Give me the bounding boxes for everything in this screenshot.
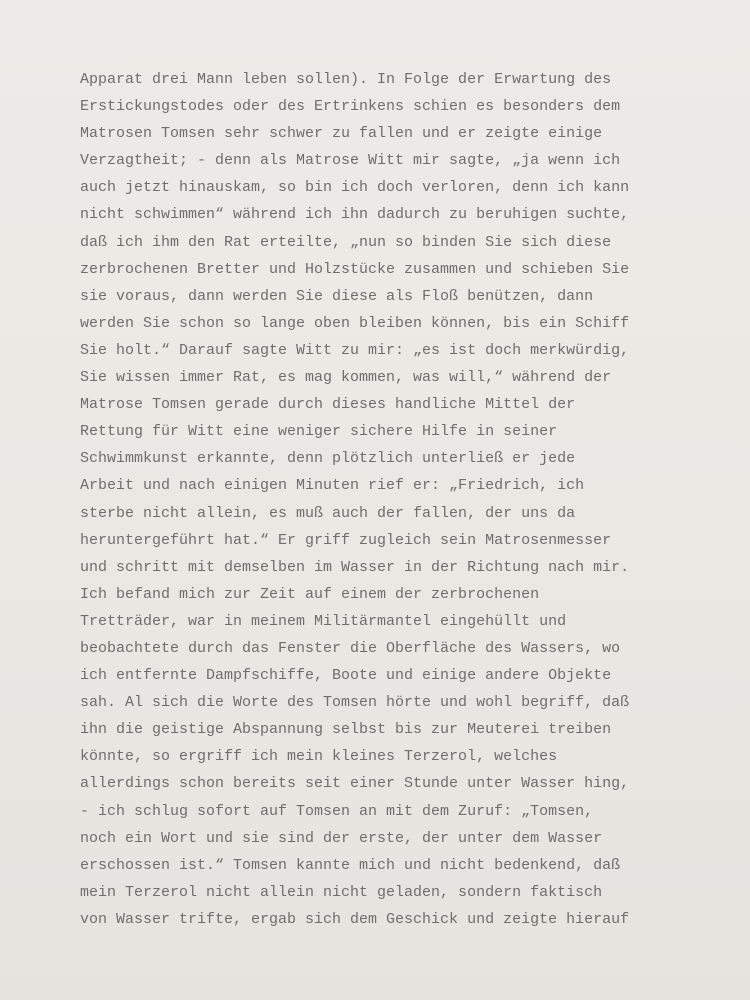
text-line: Arbeit und nach einigen Minuten rief er: „Friedrich, ich bbox=[80, 477, 585, 495]
text-line: ich entfernte Dampfschiffe, Boote und einige andere Objekte bbox=[80, 667, 612, 685]
text-line: Sie holt.“ Darauf sagte Witt zu mir: „es ist doch merkwürdig, bbox=[80, 341, 630, 359]
text-line: noch ein Wort und sie sind der erste, der unter dem Wasser bbox=[80, 829, 603, 847]
text-line: daß ich ihm den Rat erteilte, „nun so binden Sie sich diese bbox=[80, 233, 612, 251]
text-line: auch jetzt hinauskam, so bin ich doch verloren, denn ich kann bbox=[80, 179, 630, 197]
text-line: sie voraus, dann werden Sie diese als Floß benützen, dann bbox=[80, 287, 594, 305]
text-line: Apparat drei Mann leben sollen). In Folge der Erwartung des bbox=[80, 71, 612, 88]
text-line: mein Terzerol nicht allein nicht geladen, sondern faktisch bbox=[80, 883, 603, 901]
text-line: und schritt mit demselben im Wasser in der Richtung nach mir. bbox=[80, 558, 630, 576]
text-line: nicht schwimmen“ während ich ihn dadurch zu beruhigen suchte, bbox=[80, 206, 630, 224]
text-line: allerdings schon bereits seit einer Stunde unter Wasser hing, bbox=[80, 775, 630, 793]
text-line: Verzagtheit; - denn als Matrose Witt mir sagte, „ja wenn ich bbox=[80, 152, 621, 170]
text-line: von Wasser trifte, ergab sich dem Geschick und zeigte hierauf bbox=[80, 910, 630, 928]
text-line: Matrose Tomsen gerade durch dieses handliche Mittel der bbox=[80, 396, 576, 414]
text-line: - ich schlug sofort auf Tomsen an mit dem Zuruf: „Tomsen, bbox=[80, 802, 594, 820]
text-line: Schwimmkunst erkannte, denn plötzlich unterließ er jede bbox=[80, 450, 576, 468]
text-line: sah. Al sich die Worte des Tomsen hörte und wohl begriff, daß bbox=[80, 694, 630, 712]
text-line: sterbe nicht allein, es muß auch der fallen, der uns da bbox=[80, 504, 576, 522]
text-line: Erstickungstodes oder des Ertrinkens schien es besonders dem bbox=[80, 98, 621, 116]
text-line: ihn die geistige Abspannung selbst bis zur Meuterei treiben bbox=[80, 721, 612, 739]
text-line: erschossen ist.“ Tomsen kannte mich und nicht bedenkend, daß bbox=[80, 856, 621, 874]
text-line: zerbrochenen Bretter und Holzstücke zusammen und schieben Sie bbox=[80, 260, 630, 278]
text-line: Rettung für Witt eine weniger sichere Hilfe in seiner bbox=[80, 423, 558, 441]
text-line: könnte, so ergriff ich mein kleines Terzerol, welches bbox=[80, 748, 558, 766]
text-line: Matrosen Tomsen sehr schwer zu fallen und er zeigte einige bbox=[80, 125, 603, 143]
typewritten-text-body bbox=[80, 66, 680, 933]
text-line: werden Sie schon so lange oben bleiben können, bis ein Schiff bbox=[80, 314, 630, 332]
text-line: Ich befand mich zur Zeit auf einem der zerbrochenen bbox=[80, 585, 540, 603]
text-line: beobachtete durch das Fenster die Oberfläche des Wassers, wo bbox=[80, 639, 621, 657]
text-line: Tretträder, war in meinem Militärmantel eingehüllt und bbox=[80, 612, 567, 630]
text-line: heruntergeführt hat.“ Er griff zugleich sein Matrosenmesser bbox=[80, 531, 612, 549]
text-line: Sie wissen immer Rat, es mag kommen, was will,“ während der bbox=[80, 369, 612, 387]
